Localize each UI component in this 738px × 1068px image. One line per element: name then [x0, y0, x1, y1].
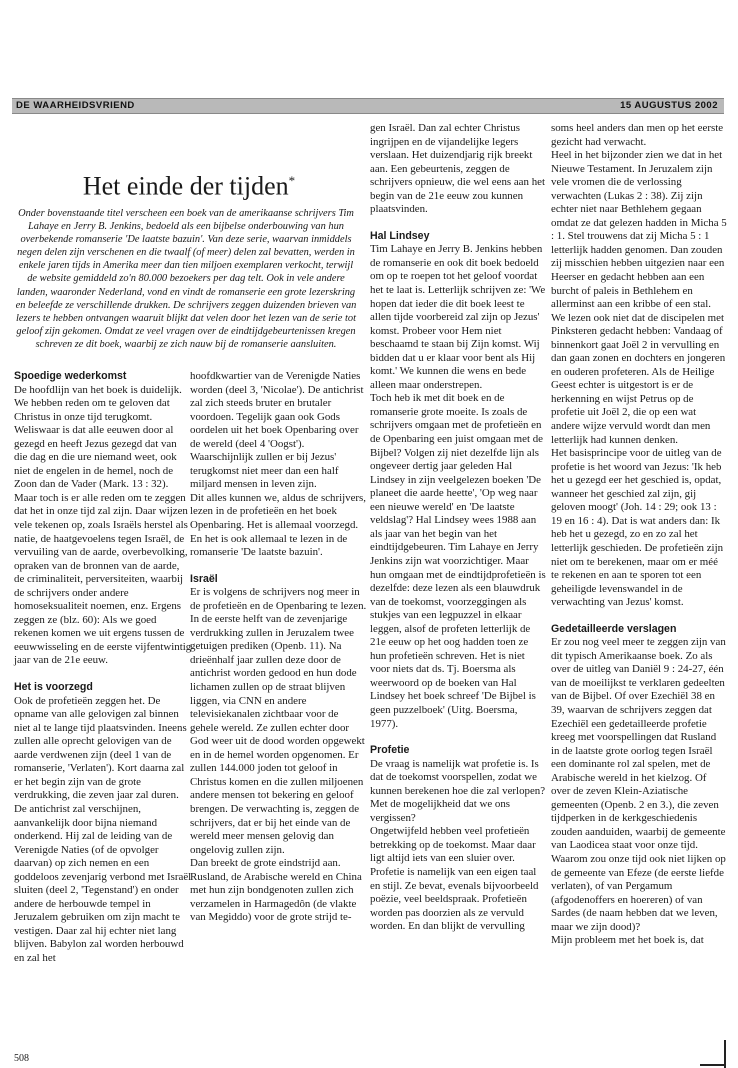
section-heading: Het is voorzegd	[14, 681, 93, 694]
title-text: Het einde der tijden	[82, 171, 289, 201]
paragraph: Er is volgens de schrijvers nog meer in de profetieën en de Openbaring te lezen. In de eerste helft van de zevenjarige verdrukking zullen in Jeruzalem twee getuigen prediken (Openb. 11). Na drieënhalf jaar zullen deze door de antichrist worden gedood en hun dode lichamen zullen op de straat blijven liggen, via CNN en andere televisiekanalen zichtbaar voor de gehele wereld. Ze zullen echter door God weer uit de dood worden opgewekt en in de hemel worden opgenomen. Er zullen 144.000 joden tot geloof in Christus komen en die zullen miljoenen andere mensen tot bekering en geloof brengen. De verwachting is, zeggen de schrijvers, dat er bij het einde van de wereld meer mensen gelovig dan ongelovig zullen zijn.	[190, 586, 367, 856]
section-heading: Profetie	[370, 744, 410, 757]
paragraph: Toch heb ik met dit boek en de romanserie grote moeite. Is zoals de schrijvers omgaan met de profetieën en de Openbaring een juist omgaan met de Bijbel? Volgen zij niet dezelfde lijn als ongeveer dertig jaar geleden Hal Lindsey in zijn veelgelezen boeken 'De planeet die aarde heette', 'Op weg naar een nieuwe wereld' en 'De laatste veldslag'? Hal Lindsey wees 1988 aan als jaar van het begin van het eindtijdgebeuren. Tim Lahaye en Jerry Jenkins zijn wat voorzichtiger. Maar hun omgaan met de eindtijdprofetieën is dezelfde: deze lezen als een blauwdruk van de toekomst, voorzeggingen als stukjes van een legpuzzel in elkaar leggen, alsof de profeten letterlijk de 21e eeuw op het oog hadden toen ze hun profetieën schreven. Het is niet voor niets dat ds. Tj. Boersma als weerwoord op de boeken van Hal Lindsey het boek schreef 'De Bijbel is geen puzzelboek' (Uitg. Boersma, 1977).	[370, 392, 546, 730]
text-column-4	[551, 122, 727, 948]
paragraph: gen Israël. Dan zal echter Christus ingrijpen en de vijandelijke legers verslaan. Het duizendjarig rijk breekt aan. Een gebeurtenis, zeggen de schrijvers opnieuw, die wel eens aan het begin van de 21e eeuw zou kunnen plaatsvinden.	[370, 122, 545, 216]
text-column-1	[14, 370, 192, 966]
section-heading: Gedetailleerde verslagen	[551, 622, 677, 635]
article-intro: Onder bovenstaande titel verscheen een boek van de amerikaanse schrijvers Tim Lahaye en Jerry B. Jenkins, bedoeld als een bijbelse onderbouwing van hun overbekende romanserie 'De laatste bazuin'. Van deze serie, waarvan inmiddels negen delen zijn verschenen en die twaalf (of meer) delen zal bevatten, werden in enkele jaren tijds in Amerika meer dan tien miljoen exemplaren verkocht, terwijl de website gemiddeld zo'n 80.000 bezoekers per dag telt. Ook in vele andere landen, waaronder Nederland, vond en vindt de romanserie een grote lezerskring en beleefde ze verschillende drukken. De schrijvers zeggen duizenden brieven van lezers te hebben ontvangen waaruit blijkt dat velen door het lezen van de serie tot geloof zijn gekomen. Omdat ze veel vragen over de eindtijdgebeurtenissen kregen schreven ze dit boek, waarbij ze zich nauw bij de romanserie aansluiten.	[15, 208, 357, 350]
paragraph: Ook de profetieën zeggen het. De opname van alle gelovigen zal binnen niet al te lange tijd plaatsvinden. Ineens zullen alle oprecht gelovigen van de aarde verdwenen zijn (deel 1 van de romanserie, 'Verlaten'). Kort daarna zal er het begin zijn van de grote verdrukking, die zeven jaar zal duren. De antichrist zal verschijnen, aanvankelijk door bijna niemand onderkend. Hij zal de leiding van de Verenigde Naties (of de opvolger daarvan) op zich nemen en een goddeloos zevenjarig verbond met Israël sluiten (deel 2, 'Tegenstand') en onder andere de herbouwde tempel in Jeruzalem gebruiken om zijn macht te vestigen. Daar zal hij echter niet lang blijven. Babylon zal worden herbouwd en zal het	[14, 694, 192, 964]
paragraph: hoofdkwartier van de Verenigde Naties worden (deel 3, 'Nicolae'). De antichrist zal zich steeds bruter en brutaler voordoen. Tegelijk gaan ook Gods oordelen uit het boek Openbaring over de wereld (deel 4 'Oogst'). Waarschijnlijk zullen er bij Jezus' terugkomst niet meer dan een half miljard mensen in leven zijn.	[190, 370, 364, 491]
page-number: 508	[14, 1053, 29, 1064]
text-column-2	[190, 370, 368, 925]
issue-date: 15 AUGUSTUS 2002	[620, 100, 718, 111]
paragraph: soms heel anders dan men op het eerste gezicht had verwacht.	[551, 122, 724, 148]
publication-name: DE WAARHEIDSVRIEND	[16, 100, 135, 111]
paragraph: Dan breekt de grote eindstrijd aan. Rusland, de Arabische wereld en China met hun zijn bondgenoten zullen zich verzamelen in Harmagedôn (de vlakte van Megiddo) voor de grote strijd te-	[190, 857, 362, 924]
section-heading: Israël	[190, 572, 218, 585]
paragraph: Mijn probleem met het boek is, dat	[551, 934, 704, 947]
paragraph: Ongetwijfeld hebben veel profetieën betrekking op de toekomst. Maar daar ligt altijd iets van een sluier over. Profetie is namelijk van een eigen taal en stijl. Ze bevat, evenals bijvoorbeeld poëzie, veel beeldspraak. Profetieën worden pas doorzien als ze vervuld worden. En dan blijkt de vervulling	[370, 825, 539, 933]
paragraph: De vraag is namelijk wat profetie is. Is dat de toekomst voorspellen, zodat we kunnen berekenen hoe die zal verlopen? Met de mogelijkheid dat we ons vergissen?	[370, 757, 546, 824]
text-column-3	[370, 122, 546, 934]
article-title	[20, 166, 358, 202]
paragraph: Er zou nog veel meer te zeggen zijn van dit typisch Amerikaanse boek. Zo als over de uitleg van Daniël 9 : 24-27, één van de moeilijkst te verklaren gedeelten van de Bijbel. Of over Ezechiël 38 en 39, waarvan de schrijvers zeggen dat Ezechiël een gedetailleerde profetie kreeg met voorspellingen dat Rusland in de laatste grote oorlog tegen Israël een dominante rol zal spelen, met de Arabische wereld in het kielzog. Of over de zeven Klein-Aziatische gemeenten (Openb. 2 en 3.), die zeven tijdperken in de kerkgeschiedenis zouden aanduiden, waarbij de gemeente van Laodicea staat voor onze tijd. Waarom zou onze tijd ook niet lijken op de gemeente van Efeze (de eerste liefde verlaten), of van Pergamum (afgodenoffers en hoereren) of van Sardes (de naam hebben dat we leven, maar we zijn dood)?	[551, 636, 726, 933]
paragraph: Het basisprincipe voor de uitleg van de profetie is het woord van Jezus: 'Ik heb het u gezegd eer het geschied is, opdat, wanneer het geschied zal zijn, gij geloven moogt' (Joh. 14 : 29; ook 13 : 19 en 16 : 4). Dat is wat anders dan: Ik heb het u gezegd, zo en zo zal het letterlijk geschieden. De profetieën zijn niet om te berekenen, maar om er méé te rekenen en aan te sporen tot een geheiligde levenswandel in de verwachting van Jezus' komst.	[551, 447, 724, 609]
section-heading: Spoedige wederkomst	[14, 370, 127, 382]
paragraph: Dit alles kunnen we, aldus de schrijvers, lezen in de profetieën en het boek Openbaring. Het is allemaal voorzegd. En het is ook allemaal te lezen in de romanserie 'De laatste bazuin'.	[190, 491, 367, 559]
paragraph: Heel in het bijzonder zien we dat in het Nieuwe Testament. In Jeruzalem zijn vele vromen die de verlossing verwachten (Lukas 2 : 38). Zij zijn echter niet naar Bethlehem gegaan omdat ze dat gelezen hadden in Micha 5 : 1. Stel trouwens dat zij Micha 5 : 1 letterlijk hadden genomen. Dan zouden zij misschien hebben uitgezien naar een Heerser en gedacht hebben aan een burcht of paleis in Bethlehem en allerminst aan een kribbe of een stal. We lezen ook niet dat de discipelen met Pinksteren gedacht hebben: Vandaag of binnenkort gaat Joël 2 in vervulling en dan gaan zonen en dochters en jongeren en ouderen profeteren. Als de Heilige Geest echter is uitgestort is er de herkenning en wijst Petrus op de profetie uit Joël 2, die op een wat andere wijze vervuld wordt dan men letterlijk had kunnen denken.	[551, 149, 727, 446]
paragraph: Tim Lahaye en Jerry B. Jenkins hebben de romanserie en ook dit boek bedoeld om op te roepen tot het geloof voordat het te laat is. Letterlijk schrijven ze: 'We hopen dat ieder die dit boek leest te allen tijde voorbereid zal zijn op Jezus' komst. Probeer voor Hem niet beschaamd te staan bij Zijn komst. Wij bidden dat u er klaar voor bent als Hij komt.' We kunnen die wens en bede alleen maar onderstrepen.	[370, 243, 546, 391]
title-footnote-mark: *	[288, 173, 296, 188]
paragraph: De hoofdlijn van het boek is duidelijk. We hebben reden om te geloven dat Christus in onze tijd terugkomt. Weliswaar is dat alle eeuwen door al gezegd en heeft Jezus gezegd dat van die dag en die ure niemand weet, ook niet de engelen in de hemel, noch de Zoon dan de Vader (Mark. 13 : 32). Maar toch is er alle reden om te zeggen dat het in onze tijd zal zijn. Daar wijzen vele tekenen op, zoals Israëls herstel als natie, de haatgevoelens tegen Israël, de vervuiling van de aarde, overbevolking, opraken van de bronnen van de aarde, de criminaliteit, perversiteiten, waarbij de schrijvers onder andere homoseksualiteit noemen, enz. Ergens zeggen ze (blz. 60): Als we goed rekenen komen we uit ergens tussen de eeuwwisseling en de eerste vijfentwintig jaar van de 21e eeuw.	[14, 383, 192, 667]
scan-edge-mark	[700, 1064, 726, 1066]
section-heading: Hal Lindsey	[370, 229, 430, 242]
running-header	[12, 98, 724, 114]
